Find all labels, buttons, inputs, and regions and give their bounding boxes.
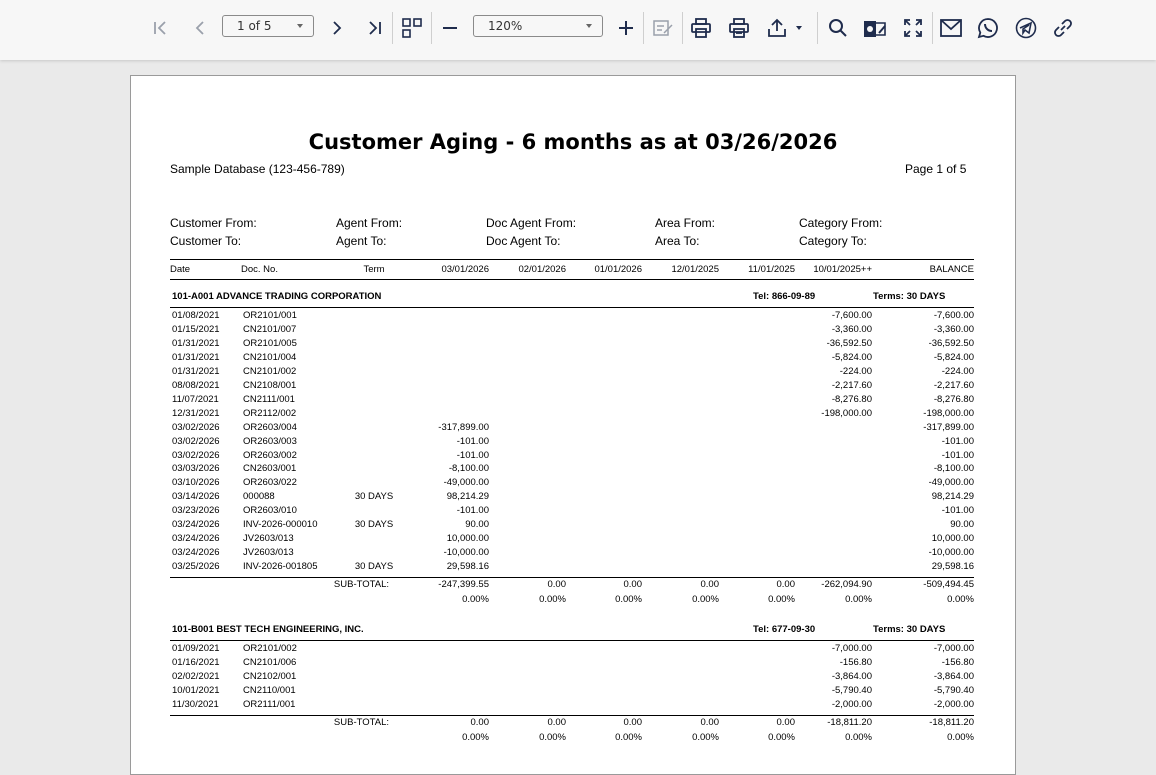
page-select[interactable] — [222, 15, 314, 37]
table-cell: 000088 — [243, 491, 275, 503]
table-cell: -224.00 — [839, 365, 872, 377]
percent-value: 0.00% — [462, 731, 489, 743]
table-cell: INV-2026-000010 — [243, 519, 318, 531]
first-page-icon[interactable] — [150, 0, 172, 55]
table-cell: -5,790.40 — [831, 684, 872, 696]
table-cell: OR2101/005 — [243, 337, 297, 349]
table-cell: -5,824.00 — [933, 351, 974, 363]
table-cell: 03/02/2026 — [172, 449, 220, 461]
report-title: Customer Aging - 6 months as at 03/26/2026 — [308, 130, 838, 154]
table-cell: CN2101/007 — [243, 323, 297, 335]
zoom-select[interactable] — [473, 15, 603, 37]
table-cell: -49,000.00 — [928, 477, 974, 489]
table-cell: 01/31/2021 — [172, 351, 220, 363]
table-cell: 12/31/2021 — [172, 407, 220, 419]
table-cell: 03/14/2026 — [172, 491, 220, 503]
table-cell: -2,217.60 — [831, 379, 872, 391]
table-cell: -2,217.60 — [933, 379, 974, 391]
column-header-divider — [170, 279, 974, 280]
header-divider — [170, 259, 974, 260]
table-cell: -10,000.00 — [443, 547, 489, 559]
table-cell: 10/01/2021 — [172, 684, 220, 696]
table-cell: -198,000.00 — [821, 407, 872, 419]
email-icon[interactable] — [939, 0, 963, 55]
report-page — [130, 75, 1016, 775]
table-cell: -36,592.50 — [826, 337, 872, 349]
whatsapp-icon[interactable] — [976, 0, 1000, 55]
table-cell: OR2603/022 — [243, 477, 297, 489]
table-cell: 03/02/2026 — [172, 435, 220, 447]
table-cell: CN2111/001 — [243, 393, 295, 405]
table-cell: -7,000.00 — [933, 643, 974, 655]
toolbar-divider — [431, 12, 432, 44]
subtotal-value: 0.00 — [776, 716, 795, 728]
viewer-toolbar — [0, 0, 1156, 60]
percent-value: 0.00% — [845, 731, 872, 743]
filter-to-label: Area To: — [655, 234, 700, 248]
table-cell: -101.00 — [941, 435, 974, 447]
filter-to-label: Customer To: — [170, 234, 242, 248]
table-cell: 03/24/2026 — [172, 533, 220, 545]
table-cell: 03/02/2026 — [172, 421, 220, 433]
table-cell: -49,000.00 — [443, 477, 489, 489]
table-cell: -7,000.00 — [831, 643, 872, 655]
table-cell: -7,600.00 — [831, 310, 872, 321]
subtotal-value: 0.00 — [623, 579, 642, 591]
column-header: 11/01/2025 — [748, 264, 795, 275]
customer-terms: Terms: 30 DAYS — [873, 291, 946, 302]
table-cell: 90.00 — [950, 519, 974, 531]
subtotal-value: 0.00 — [700, 716, 719, 728]
subtotal-divider — [170, 715, 974, 716]
percent-value: 0.00% — [615, 594, 642, 606]
table-cell: 30 DAYS — [354, 561, 394, 573]
table-cell: CN2101/002 — [243, 365, 297, 377]
toolbar-divider — [392, 12, 393, 44]
table-cell: -101.00 — [456, 435, 489, 447]
table-cell: 01/31/2021 — [172, 337, 220, 349]
subtotal-label: SUB-TOTAL: — [333, 579, 389, 591]
toolbar-divider — [682, 12, 683, 44]
percent-value: 0.00% — [947, 731, 974, 743]
table-cell: -101.00 — [456, 505, 489, 517]
table-cell: -198,000.00 — [923, 407, 974, 419]
table-cell: 03/03/2026 — [172, 463, 220, 475]
subtotal-value: 0.00 — [700, 579, 719, 591]
table-cell: -317,899.00 — [923, 421, 974, 433]
column-header: 03/01/2026 — [441, 264, 489, 275]
chevron-down-icon — [297, 24, 303, 28]
table-cell: 01/16/2021 — [172, 657, 220, 668]
table-cell: CN2101/004 — [243, 351, 297, 363]
table-cell: CN2110/001 — [243, 684, 296, 696]
table-cell: 98,214.29 — [931, 491, 974, 503]
percent-value: 0.00% — [615, 731, 642, 743]
table-cell: 01/09/2021 — [172, 643, 220, 655]
company-name: Sample Database (123-456-789) — [170, 162, 345, 176]
column-header: Doc. No. — [241, 264, 278, 275]
percent-value: 0.00% — [692, 594, 719, 606]
thumbnails-icon[interactable] — [400, 0, 424, 55]
table-cell: OR2112/002 — [243, 407, 297, 419]
customer-group-header: 101-A001 ADVANCE TRADING CORPORATION — [172, 291, 382, 302]
table-cell: -2,000.00 — [831, 698, 872, 710]
table-cell: 03/25/2026 — [172, 561, 220, 573]
subtotal-value: 0.00 — [470, 716, 489, 728]
table-cell: INV-2026-001805 — [243, 561, 318, 573]
table-cell: -8,276.80 — [933, 393, 974, 405]
table-cell: 08/08/2021 — [172, 379, 220, 391]
table-cell: 03/23/2026 — [172, 505, 220, 517]
table-cell: CN2102/001 — [243, 670, 297, 682]
table-cell: -10,000.00 — [928, 547, 974, 559]
table-cell: -3,864.00 — [831, 670, 872, 682]
subtotal-value: 0.00 — [547, 716, 566, 728]
table-cell: OR2603/002 — [243, 449, 297, 461]
subtotal-label: SUB-TOTAL: — [333, 716, 389, 728]
group-header-divider — [170, 307, 974, 308]
column-header: 12/01/2025 — [671, 264, 719, 275]
table-cell: -156.80 — [839, 657, 872, 668]
table-cell: CN2101/006 — [243, 657, 297, 668]
percent-value: 0.00% — [845, 594, 872, 606]
table-cell: 29,598.16 — [931, 561, 974, 573]
percent-value: 0.00% — [692, 731, 719, 743]
table-cell: 03/10/2026 — [172, 477, 220, 489]
table-cell: 10,000.00 — [931, 533, 974, 545]
table-cell: -317,899.00 — [438, 421, 489, 433]
search-icon[interactable] — [827, 0, 849, 55]
table-cell: OR2101/002 — [243, 643, 297, 655]
subtotal-value: 0.00 — [776, 579, 795, 591]
table-cell: 29,598.16 — [446, 561, 489, 573]
subtotal-value: 0.00 — [547, 579, 566, 591]
zoom-select-value: 120% — [488, 19, 523, 33]
print-preview-icon[interactable] — [727, 0, 751, 55]
edit-icon[interactable] — [651, 0, 675, 55]
table-cell: -156.80 — [941, 657, 974, 668]
next-page-icon[interactable] — [326, 0, 348, 55]
export-icon[interactable] — [764, 0, 804, 55]
customer-group-header: 101-B001 BEST TECH ENGINEERING, INC. — [172, 624, 364, 636]
table-cell: CN2108/001 — [243, 379, 297, 391]
table-cell: -3,864.00 — [933, 670, 974, 682]
filter-from-label: Area From: — [655, 216, 716, 230]
filter-from-label: Agent From: — [336, 216, 403, 230]
toolbar-divider — [817, 12, 818, 44]
table-cell: 03/24/2026 — [172, 547, 220, 559]
fullscreen-icon[interactable] — [901, 0, 925, 55]
customer-tel: Tel: 677-09-30 — [753, 624, 816, 636]
filter-from-label: Category From: — [799, 216, 883, 230]
table-cell: OR2603/003 — [243, 435, 297, 447]
table-cell: -224.00 — [941, 365, 974, 377]
percent-value: 0.00% — [462, 594, 489, 606]
chevron-down-icon — [586, 24, 592, 28]
table-cell: -36,592.50 — [928, 337, 974, 349]
column-header: 02/01/2026 — [518, 264, 566, 275]
table-cell: CN2603/001 — [243, 463, 297, 475]
table-cell: OR2101/001 — [243, 310, 297, 321]
table-cell: -101.00 — [941, 449, 974, 461]
column-header: BALANCE — [929, 264, 974, 275]
table-cell: 01/31/2021 — [172, 365, 220, 377]
filter-from-label: Doc Agent From: — [486, 216, 577, 230]
percent-value: 0.00% — [947, 594, 974, 606]
table-cell: 01/08/2021 — [172, 310, 220, 321]
table-cell: -5,824.00 — [831, 351, 872, 363]
telegram-icon[interactable] — [1014, 0, 1038, 55]
toolbar-divider — [643, 12, 644, 44]
table-cell: -7,600.00 — [933, 310, 974, 321]
filter-to-label: Agent To: — [336, 234, 387, 248]
link-icon[interactable] — [1051, 0, 1075, 55]
table-cell: 30 DAYS — [354, 519, 394, 531]
subtotal-value: -18,811.20 — [827, 716, 872, 728]
subtotal-value: -18,811.20 — [929, 716, 974, 728]
group-header-divider — [170, 640, 974, 641]
table-cell: -101.00 — [456, 449, 489, 461]
zoom-in-icon[interactable] — [615, 0, 637, 55]
column-header: Term — [363, 264, 385, 275]
percent-value: 0.00% — [539, 731, 566, 743]
table-cell: -8,100.00 — [933, 463, 974, 475]
subtotal-value: -509,494.45 — [923, 579, 974, 591]
outlook-icon[interactable] — [862, 0, 888, 55]
table-cell: 01/15/2021 — [172, 323, 220, 335]
table-cell: 90.00 — [465, 519, 489, 531]
subtotal-value: -262,094.90 — [821, 579, 872, 591]
print-icon[interactable] — [689, 0, 713, 55]
table-cell: -8,100.00 — [448, 463, 489, 475]
table-cell: 02/02/2021 — [172, 670, 220, 682]
subtotal-value: 0.00 — [623, 716, 642, 728]
column-header: 10/01/2025++ — [813, 264, 872, 275]
table-cell: JV2603/013 — [243, 533, 294, 545]
customer-terms: Terms: 30 DAYS — [873, 624, 946, 636]
table-cell: 30 DAYS — [354, 491, 394, 503]
customer-tel: Tel: 866-09-89 — [753, 291, 816, 302]
filter-to-label: Doc Agent To: — [486, 234, 561, 248]
page-number-label: Page 1 of 5 — [905, 162, 967, 176]
table-cell: 98,214.29 — [446, 491, 489, 503]
table-cell: OR2603/004 — [243, 421, 297, 433]
percent-value: 0.00% — [768, 594, 795, 606]
filter-from-label: Customer From: — [170, 216, 257, 230]
table-cell: 11/30/2021 — [172, 698, 219, 710]
column-header: Date — [170, 264, 191, 275]
percent-value: 0.00% — [539, 594, 566, 606]
previous-page-icon[interactable] — [189, 0, 211, 55]
table-cell: OR2603/010 — [243, 505, 297, 517]
table-cell: -5,790.40 — [933, 684, 974, 696]
subtotal-divider — [170, 577, 974, 578]
page-select-value: 1 of 5 — [237, 19, 272, 33]
toolbar-divider — [932, 12, 933, 44]
table-cell: 10,000.00 — [446, 533, 489, 545]
table-cell: 03/24/2026 — [172, 519, 220, 531]
table-cell: -3,360.00 — [831, 323, 872, 335]
table-cell: 11/07/2021 — [172, 393, 219, 405]
table-cell: OR2111/001 — [243, 698, 296, 710]
zoom-out-icon[interactable] — [439, 0, 461, 55]
table-cell: -8,276.80 — [831, 393, 872, 405]
table-cell: -101.00 — [941, 505, 974, 517]
column-header: 01/01/2026 — [594, 264, 642, 275]
subtotal-value: -247,399.55 — [438, 579, 489, 591]
table-cell: JV2603/013 — [243, 547, 294, 559]
table-cell: -2,000.00 — [933, 698, 974, 710]
filter-to-label: Category To: — [799, 234, 867, 248]
last-page-icon[interactable] — [363, 0, 385, 55]
table-cell: -3,360.00 — [933, 323, 974, 335]
percent-value: 0.00% — [768, 731, 795, 743]
